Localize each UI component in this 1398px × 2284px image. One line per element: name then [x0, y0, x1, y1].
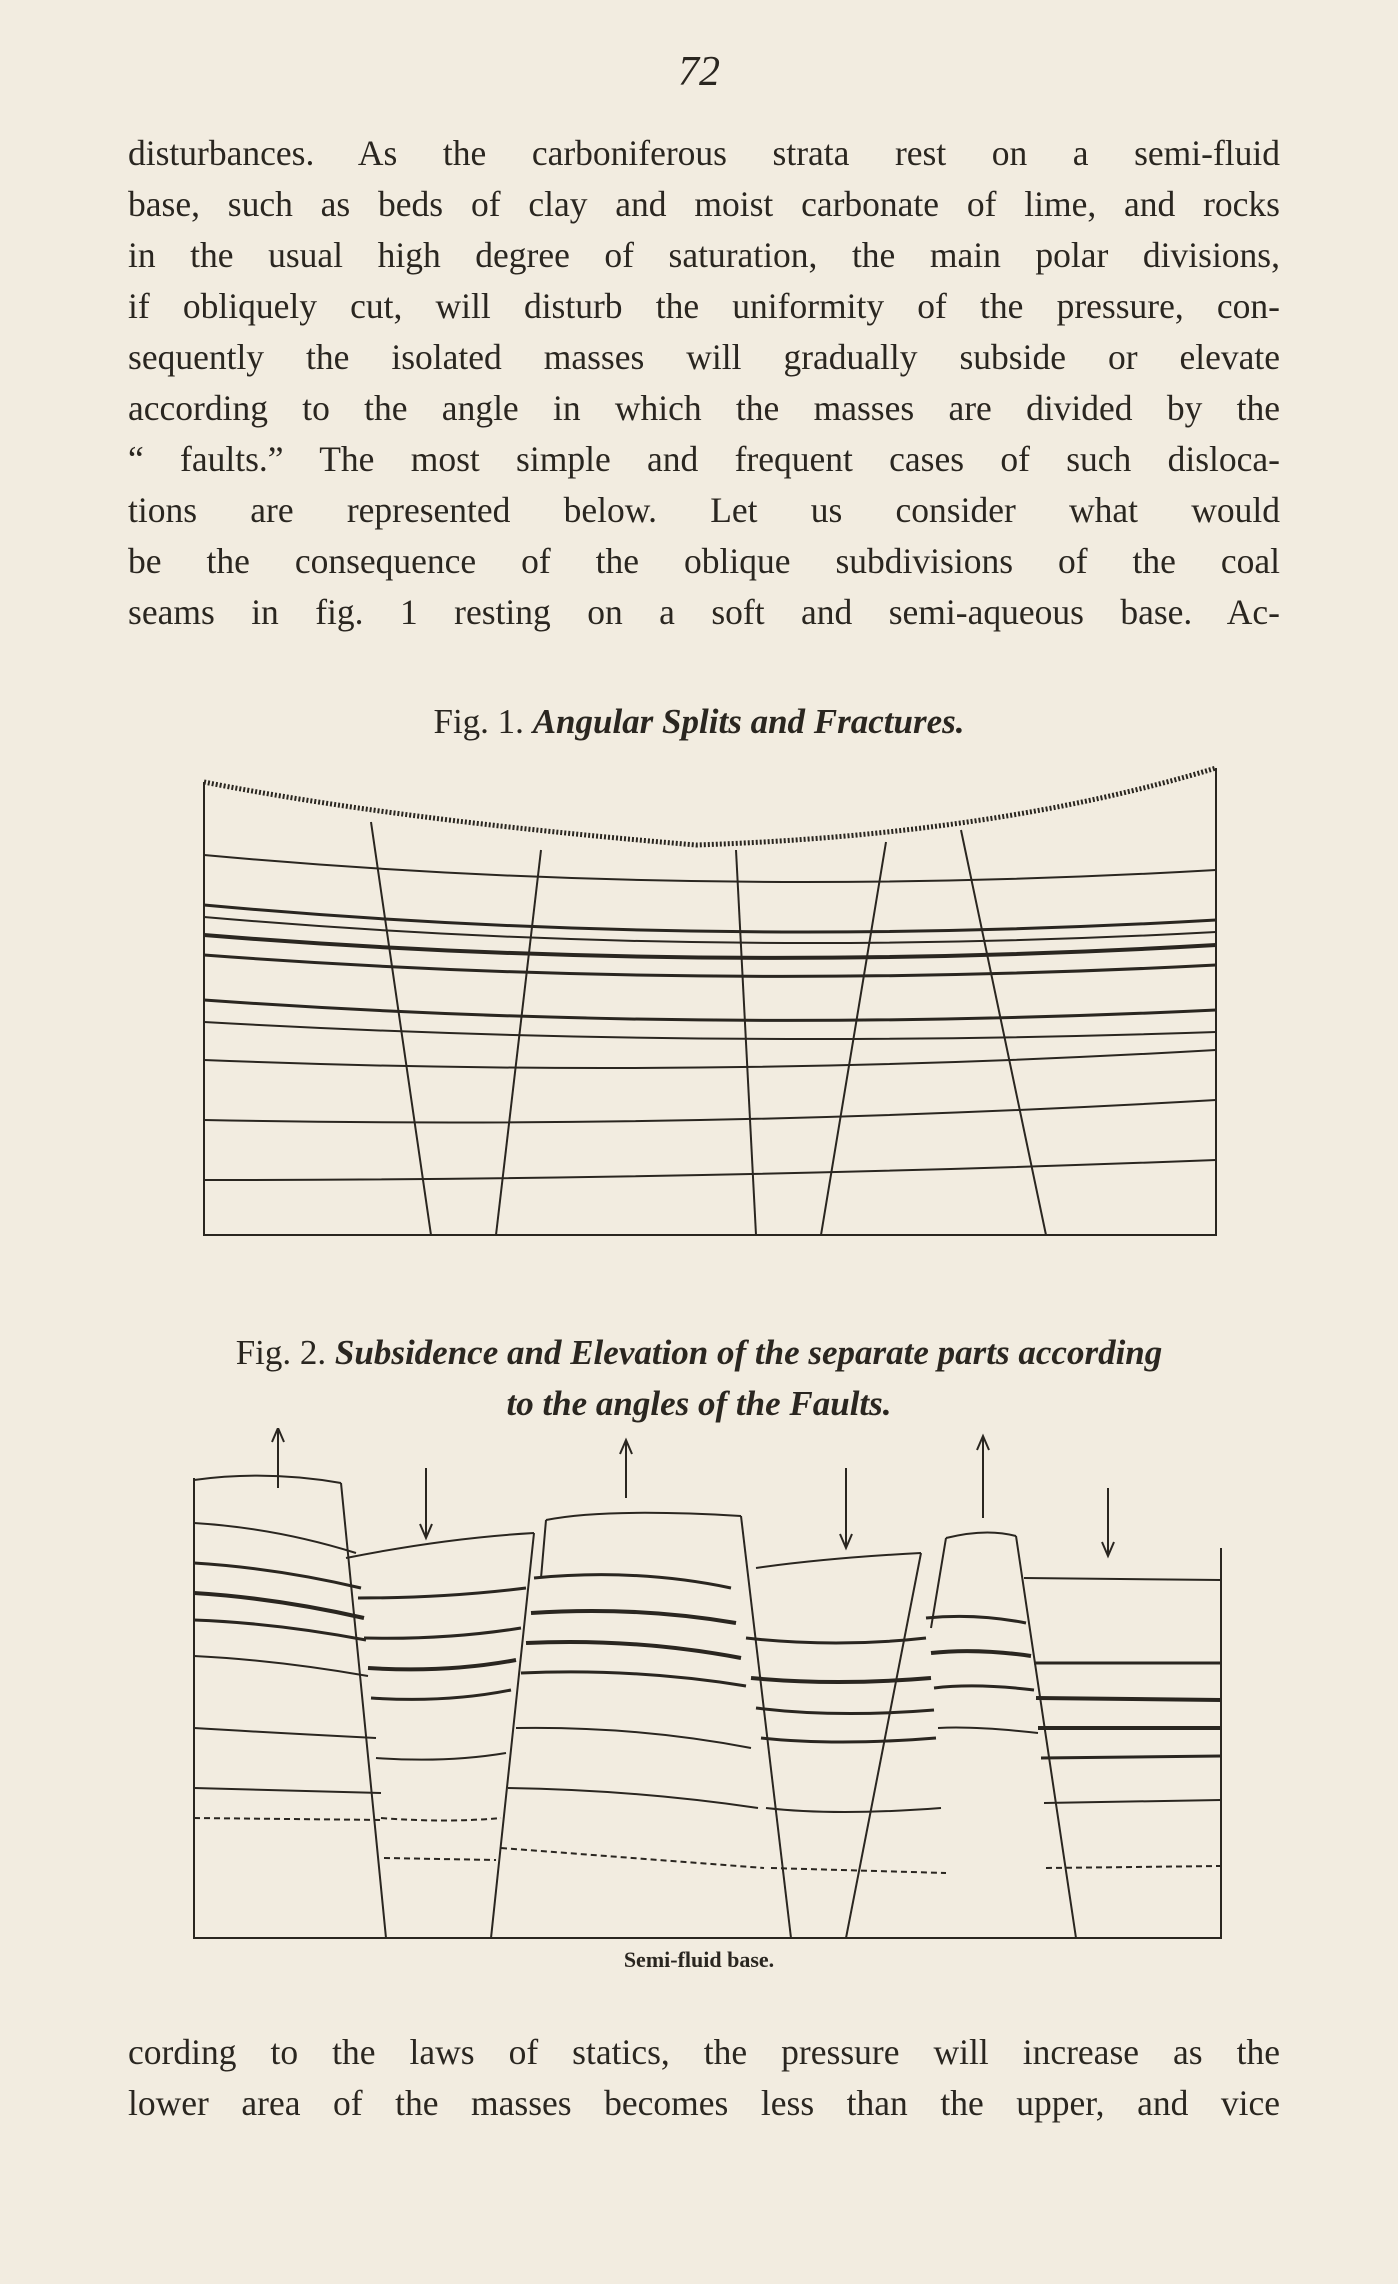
- fig2-title-line1: Subsidence and Elevation of the separate parts according: [334, 1333, 1163, 1372]
- text-line: be the consequence of the oblique subdivisions of the coal: [128, 541, 1280, 581]
- paragraph-top: [128, 128, 1280, 638]
- fig2-caption-line2: [0, 1384, 1398, 1424]
- arrow-up-icon: [272, 1428, 989, 1518]
- fig1-caption: [0, 702, 1398, 742]
- text-line: according to the angle in which the masses are divided by the: [128, 388, 1280, 428]
- text-line: sequently the isolated masses will gradually subside or elevate: [128, 337, 1280, 377]
- text-line: “ faults.” The most simple and frequent cases of such disloca-: [128, 439, 1280, 479]
- arrow-down-icon: [420, 1468, 1114, 1556]
- text-line: disturbances. As the carboniferous strata rest on a semi-fluid: [128, 133, 1280, 173]
- text-line: if obliquely cut, will disturb the uniformity of the pressure, con-: [128, 286, 1280, 326]
- fig1-label: Fig. 1.: [433, 702, 524, 741]
- text-line: lower area of the masses becomes less than the upper, and vice: [128, 2083, 1280, 2123]
- page-number: 72: [678, 49, 720, 95]
- text-line: in the usual high degree of saturation, the main polar divisions,: [128, 235, 1280, 275]
- fig2-diagram: [186, 1428, 1226, 1948]
- text-line: cording to the laws of statics, the pressure will increase as the: [128, 2032, 1280, 2072]
- fig2-title-line2: to the angles of the Faults.: [506, 1384, 892, 1423]
- paragraph-bottom: [128, 2027, 1280, 2129]
- text-line: tions are represented below. Let us consider what would: [128, 490, 1280, 530]
- fig1-diagram: [196, 760, 1226, 1240]
- semi-fluid-base-label: Semi-fluid base.: [623, 1947, 775, 1972]
- fig2-label: Fig. 2.: [235, 1333, 327, 1372]
- fig2-caption-line1: [0, 1333, 1398, 1373]
- fig1-title: Angular Splits and Fractures.: [532, 702, 965, 741]
- text-line: seams in fig. 1 resting on a soft and semi-aqueous base. Ac-: [128, 592, 1280, 632]
- text-line: base, such as beds of clay and moist carbonate of lime, and rocks: [128, 184, 1280, 224]
